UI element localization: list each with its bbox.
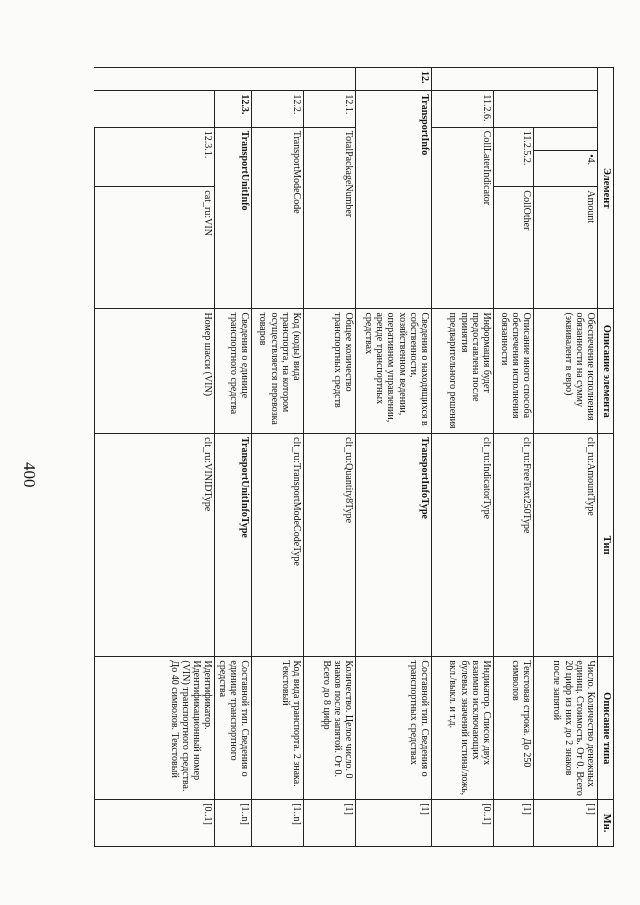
cardinality: [1] <box>534 800 598 847</box>
indent-cell <box>534 91 598 127</box>
element-code: 12. <box>356 68 432 91</box>
indent-cell <box>494 68 534 91</box>
element-name: cat_ru:VIN <box>95 187 215 309</box>
element-name: TransportUnitInfo <box>215 127 252 309</box>
type-description: Идентификатор. Идентификационный номер (VIN) транспортного средства. До 40 символов. Текстовый <box>95 657 215 800</box>
element-description: Сведения о находящихся в собственности, хозяйственном ведении, оперативном управлении, аренде транспортных средствах <box>356 309 432 434</box>
element-description: Обеспечение исполнения обязанности на сумму (эквивалент в евро) <box>534 309 598 434</box>
table-row <box>494 68 534 847</box>
indent-cell <box>95 68 215 91</box>
element-type: TransportUnitInfoType <box>215 434 252 657</box>
element-name: Amount <box>534 187 598 309</box>
header-row <box>598 68 614 847</box>
indent-cell <box>534 127 598 150</box>
header-element: Элемент <box>598 68 614 309</box>
header-element-description: Описание элемента <box>598 309 614 434</box>
element-description: Информация будет предоставлена после принятия предварительного решения <box>432 309 494 434</box>
element-code: 11.2.5.2. <box>494 127 534 187</box>
cardinality: [1] <box>494 800 534 847</box>
element-code: •4. <box>534 151 598 187</box>
type-description: Число. Количество денежных единиц. Стоимость. От 0. Всего 20 цифр из них до 2 знаков после запятой <box>534 657 598 800</box>
indent-cell <box>494 91 534 127</box>
indent-cell <box>432 68 494 91</box>
type-description: Текстовая строка. До 250 символов <box>494 657 534 800</box>
header-cardinality: Мн. <box>598 800 614 847</box>
element-description: Код (коды) вида транспорта, на котором осуществляется перевозка товаров <box>252 309 304 434</box>
indent-cell <box>95 91 215 127</box>
element-name: TransportInfo <box>356 91 432 309</box>
element-code: 12.2. <box>252 91 304 127</box>
cardinality: [0..1] <box>432 800 494 847</box>
element-type: clt_ru:TransportModeCodeType <box>252 434 304 657</box>
element-name: CollOther <box>494 187 534 309</box>
type-description: Количество. Целое число. 0 знаков после запятой. От 0. Всего до 8 цифр <box>304 657 356 800</box>
element-type: TransportInfoType <box>356 434 432 657</box>
element-code: 12.1. <box>304 91 356 127</box>
cardinality: [1..n] <box>252 800 304 847</box>
element-type: clt_ru:FreeText250Type <box>494 434 534 657</box>
element-description: Общее количество транспортных средств <box>304 309 356 434</box>
element-type: clt_ru:IndicatorType <box>432 434 494 657</box>
element-description: Описание иного способа обеспечения исполнения обязанности <box>494 309 534 434</box>
table-row <box>304 68 356 847</box>
type-description: Индикатор. Список двух взаимно исключающих булевых значений истина/ложь, вкл./выкл. и т.д. <box>432 657 494 800</box>
table-row <box>534 68 598 847</box>
cardinality: [1] <box>304 800 356 847</box>
element-code: 12.3.1. <box>95 127 215 187</box>
table-row <box>95 68 215 847</box>
element-type: clt_ru:AmountType <box>534 434 598 657</box>
header-type-description: Описание типа <box>598 657 614 800</box>
indent-cell <box>534 68 598 91</box>
element-type: clt_ru:VINIDType <box>95 434 215 657</box>
indent-cell <box>252 68 304 91</box>
page-number: 400 <box>20 462 39 488</box>
element-name: TotalPackageNumber <box>304 127 356 309</box>
element-code: 11.2.6. <box>432 91 494 127</box>
cardinality: [1] <box>356 800 432 847</box>
header-type: Тип <box>598 434 614 657</box>
element-name: TransportModeCode <box>252 127 304 309</box>
table-row <box>356 68 432 847</box>
element-type: clt_ru:Quantity8Type <box>304 434 356 657</box>
rotated-page-content <box>94 67 614 847</box>
table-row <box>432 68 494 847</box>
element-name: CollLaterIndicator <box>432 127 494 309</box>
type-description: Код вида транспорта. 2 знака. Текстовый <box>252 657 304 800</box>
cardinality: [1..n] <box>215 800 252 847</box>
element-description: Номер шасси (VIN) <box>95 309 215 434</box>
element-code: 12.3. <box>215 91 252 127</box>
indent-cell <box>304 68 356 91</box>
specification-table <box>94 67 614 847</box>
table-row <box>252 68 304 847</box>
type-description: Составной тип. Сведения о транспортных средствах <box>356 657 432 800</box>
indent-cell <box>215 68 252 91</box>
element-description: Сведения о единице транспортного средства <box>215 309 252 434</box>
type-description: Составной тип. Сведения о единице транспортного средства <box>215 657 252 800</box>
cardinality: [0..1] <box>95 800 215 847</box>
table-row <box>215 68 252 847</box>
